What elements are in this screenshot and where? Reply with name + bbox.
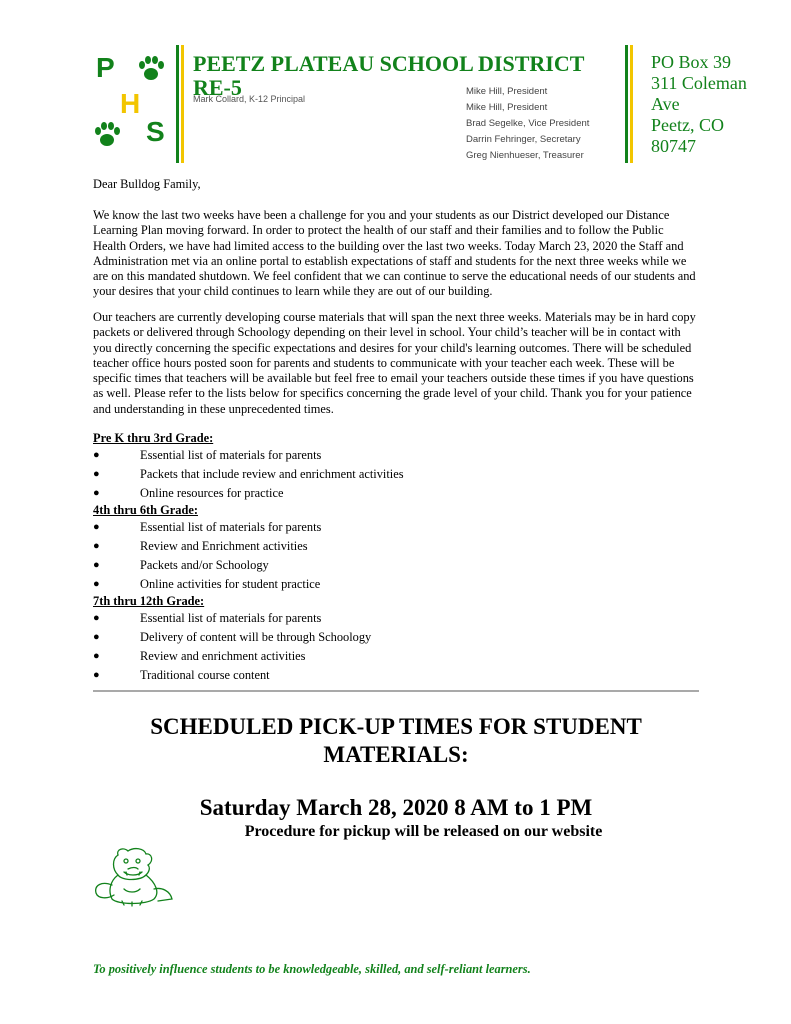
bullet-icon: ● [93,559,100,571]
schedule-title-line: SCHEDULED PICK-UP TIMES FOR STUDENT [150,714,642,739]
address-line: 80747 [651,136,696,156]
schedule-title [93,713,699,769]
paw-print-icon [92,120,122,150]
letter-paragraph-2 [93,310,699,417]
bullet-icon: ● [93,578,100,590]
bulldog-mascot-icon [88,845,178,907]
board-members [466,86,616,161]
bullet-icon: ● [93,449,100,461]
bullet-icon: ● [93,669,100,681]
logo-letter-s: S [146,116,165,147]
district-motto: To positively influence students to be knowledgeable, skilled, and self-reliant learners. [93,962,531,976]
greeting: Dear Bulldog Family, [93,177,201,191]
board-member: Greg Nienhueser, Treasurer [466,150,584,161]
list-item: ● Essential list of materials for parents [93,609,699,628]
grade-heading: 7th thru 12th Grade: [93,594,205,608]
board-member: Brad Segelke, Vice President [466,118,590,129]
district-address [651,52,747,157]
pickup-date: Saturday March 28, 2020 8 AM to 1 PM [199,795,593,820]
board-member: Mike Hill, President [466,86,548,97]
district-name: PEETZ PLATEAU SCHOOL DISTRICT RE-5 [193,51,585,100]
address-line: Ave [651,94,680,114]
board-member: Darrin Fehringer, Secretary [466,134,581,145]
bullet-icon: ● [93,540,100,552]
address-line: PO Box 39 [651,52,732,72]
principal-name: Mark Collard, K-12 Principal [193,94,306,104]
list-item: ● Packets and/or Schoology [93,556,699,575]
district-logo [92,50,170,158]
bullet-icon: ● [93,487,100,499]
paragraph: Our teachers are currently developing course materials that will span the next three weeks. Materials may be in hard copy packets or delivered through Schoology depending on their level in school. Your child’s teacher will be in contact with you directly concerning the specific expectations and desires for your child's learning outcomes. There will be scheduled teacher office hours posted soon for parents and students to communicate with your teacher each week. These will be specific times that teachers will be available but feel free to email your teachers outside these times if you have questions as well. Please refer to the lists below for specifics concerning the grade level of your child. Thank you for your patience and understanding in these unprecedented times. [93,310,696,416]
grade-heading: 4th thru 6th Grade: [93,503,198,517]
grade-section-7-12 [93,594,699,685]
header-divider-left-green [176,45,179,163]
header-divider-right-green [625,45,628,163]
list-item: ● Online activities for student practice [93,575,699,594]
grade-heading: Pre K thru 3rd Grade: [93,431,214,445]
list-item: ● Review and Enrichment activities [93,537,699,556]
bullet-icon: ● [93,612,100,624]
list-item: ● Essential list of materials for parents [93,518,699,537]
pickup-procedure: Procedure for pickup will be released on our website [244,823,603,840]
grade-section-4-6 [93,503,699,594]
bullet-icon: ● [93,650,100,662]
logo-letter-h: H [120,88,141,119]
board-member: Mike Hill, President [466,102,548,113]
section-divider [93,690,699,692]
bullet-icon: ● [93,631,100,643]
list-item: ● Delivery of content will be through Schoology [93,628,699,647]
address-line: Peetz, CO [651,115,724,135]
paragraph: We know the last two weeks have been a challenge for you and your students as our District developed our Distance Learning Plan moving forward. In order to protect the health of our staff and their families and to follow the Public Health Orders, we have had limited access to the building over the last two weeks. Today March 23, 2020 the Staff and Administration met via an online portal to establish expectations of staff and students for the next three weeks while we are on this mandated shutdown. We feel confident that we can continue to serve the educational needs of our students and your desires that your child continues to learn while they are out of our building. [93,208,696,299]
schedule-title-line: MATERIALS: [323,742,469,767]
grade-lists [93,431,699,685]
header-divider-right-yellow [630,45,633,163]
paw-print-icon [136,54,166,84]
list-item: ● Review and enrichment activities [93,647,699,666]
list-item: ● Packets that include review and enrichment activities [93,465,699,484]
bullet-icon: ● [93,468,100,480]
bullet-icon: ● [93,521,100,533]
list-item: ● Online resources for practice [93,484,699,503]
logo-letter-p: P [96,52,115,83]
header-divider-left-yellow [181,45,184,163]
list-item: ● Essential list of materials for parents [93,446,699,465]
address-line: 311 Coleman [651,73,747,93]
list-item: ● Traditional course content [93,666,699,685]
letter-paragraph-1 [93,208,699,300]
grade-section-prek-3 [93,431,699,503]
letter-greeting [93,177,699,192]
